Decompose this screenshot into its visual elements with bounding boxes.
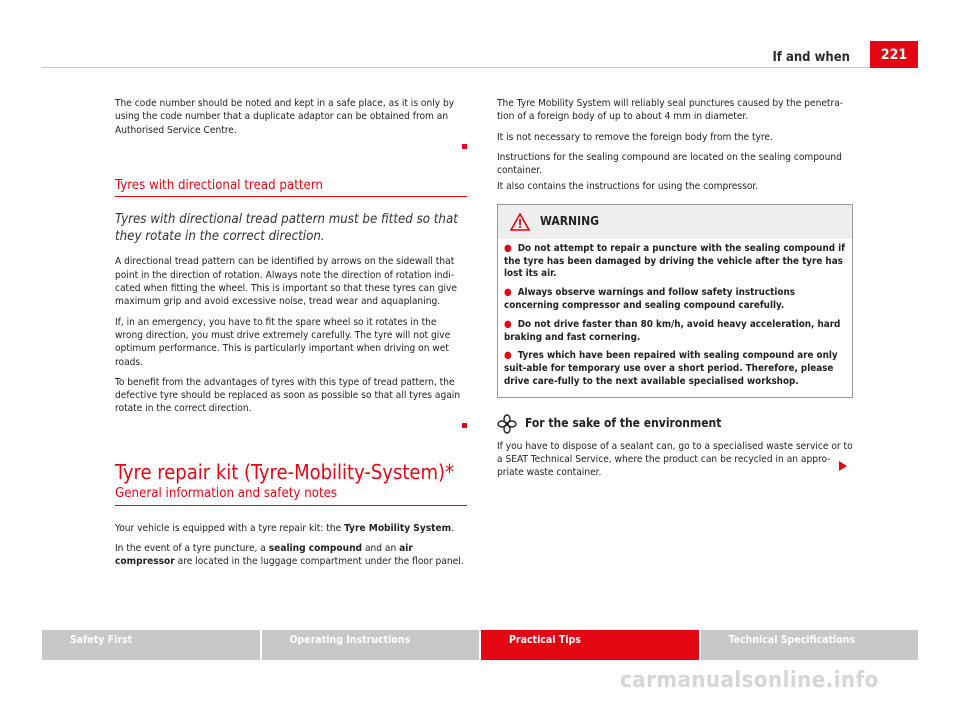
kit-system-name: Tyre Mobility System [344,522,452,534]
intro-paragraph: The code number should be noted and kept in a safe place, as it is only by using the code number that a duplicate adaptor can be obtained from an Authorised Service Centre. [115,98,455,136]
directional-paragraph-3: To benefit from the advantages of tyres with this type of tread pattern, the defective tyre should be replaced as soon as possible so that all tyres again rotate in the correct direction. [115,376,461,415]
warning-header [498,205,852,239]
page-number: 221 [870,41,918,68]
warning-item: ● Do not attempt to repair a puncture with the sealing compound if the tyre has been damaged by driving the vehicle after the tyre has lost its air. [504,242,845,280]
tab-technical-specifications[interactable]: Technical Specifications [701,630,919,660]
section-lead: Tyres with directional tread pattern must be fitted so that they rotate in the correct direction. [115,212,458,245]
tms-paragraph-4: It also contains the instructions for using the compressor. [497,181,759,193]
section-title-directional-tread: Tyres with directional tread pattern [115,179,467,197]
environment-title: For the sake of the environment [525,416,722,431]
header-rule [42,67,918,68]
tms-paragraph-3: Instructions for the sealing compound are located on the sealing compound container. [497,151,842,177]
puncture-text-e: are located in the luggage compartment under the floor panel. [174,556,464,568]
end-square-icon [115,419,467,432]
sealing-compound-term: sealing compound [268,542,363,554]
next-arrow-icon [839,461,847,471]
left-column [115,97,467,576]
warning-item-text: Do not attempt to repair a puncture with the sealing compound if the tyre has been damaged by driving the vehicle after the tyre has lost its air. [504,242,845,280]
warning-body [498,239,852,397]
air-compressor-term: air compressor [115,542,413,568]
chapter-title: Tyre repair kit (Tyre-Mobility-System)* [115,460,454,485]
section-header-title: If and when [772,50,850,65]
warning-item: ● Always observe warnings and follow safety instructions concerning compressor and sealing compound carefully. [504,287,795,311]
right-column [497,97,853,487]
warning-item-text: Tyres which have been repaired with sealing compound are only suit-able for temporary use over a short period. Therefore, please drive care-fully to the next available specialised workshop. [504,350,838,387]
tab-practical-tips[interactable]: Practical Tips [481,630,701,660]
environment-paragraph: If you have to dispose of a sealant can, go to a specialised waste service or to a SEAT Technical Service, where the product can be recycled in an appro-priate waste container. [497,440,853,479]
tms-paragraph-1: The Tyre Mobility System will reliably seal punctures caused by the penetra-tion of a foreign body of up to about 4 mm in diameter. [497,98,844,123]
tms-paragraph-2: It is not necessary to remove the foreign body from the tyre. [497,131,773,143]
puncture-paragraph [115,542,467,569]
end-square-icon [115,140,467,153]
warning-item-text: Always observe warnings and follow safety instructions concerning compressor and sealing compound carefully. [504,287,795,311]
puncture-text-c: and an [362,542,400,554]
footer-tabs [42,630,918,660]
directional-paragraph-1: A directional tread pattern can be identified by arrows on the sidewall that point in the direction of rotation. Always note the direction of rotation indi-cated when fitting the wheel. This is important so that these tyres can give maximum grip and avoid excessive noise, tread wear and aquaplaning. [115,256,457,308]
directional-paragraph-2: If, in an emergency, you have to fit the spare wheel so it rotates in the wrong direction, you must drive extremely carefully. The tyre will not give optimum performance. This is particularly important when driving on wet roads. [115,316,451,368]
tab-safety-first[interactable]: Safety First [42,630,262,660]
puncture-text-a: In the event of a tyre puncture, a [115,542,269,554]
kit-paragraph [115,522,467,535]
kit-text: Your vehicle is equipped with a tyre repair kit: the [115,522,345,534]
warning-item: ● Do not drive faster than 80 km/h, avoid heavy acceleration, hard braking and fast cornering. [504,318,841,343]
environment-header [497,414,853,434]
warning-box [497,204,853,398]
subsection-title: General information and safety notes [115,487,467,505]
kit-period: . [451,522,455,534]
watermark: carmanualsonline.info [620,668,879,693]
warning-triangle-icon [510,213,530,231]
warning-item: ● Tyres which have been repaired with sealing compound are only suit-able for temporary use over a short period. Therefore, please drive care-fully to the next available specialised workshop. [504,350,838,387]
environment-flower-icon [497,414,517,434]
warning-title: WARNING [540,214,599,229]
tab-operating-instructions[interactable]: Operating Instructions [262,630,482,660]
warning-item-text: Do not drive faster than 80 km/h, avoid heavy acceleration, hard braking and fast cornering. [504,318,841,343]
